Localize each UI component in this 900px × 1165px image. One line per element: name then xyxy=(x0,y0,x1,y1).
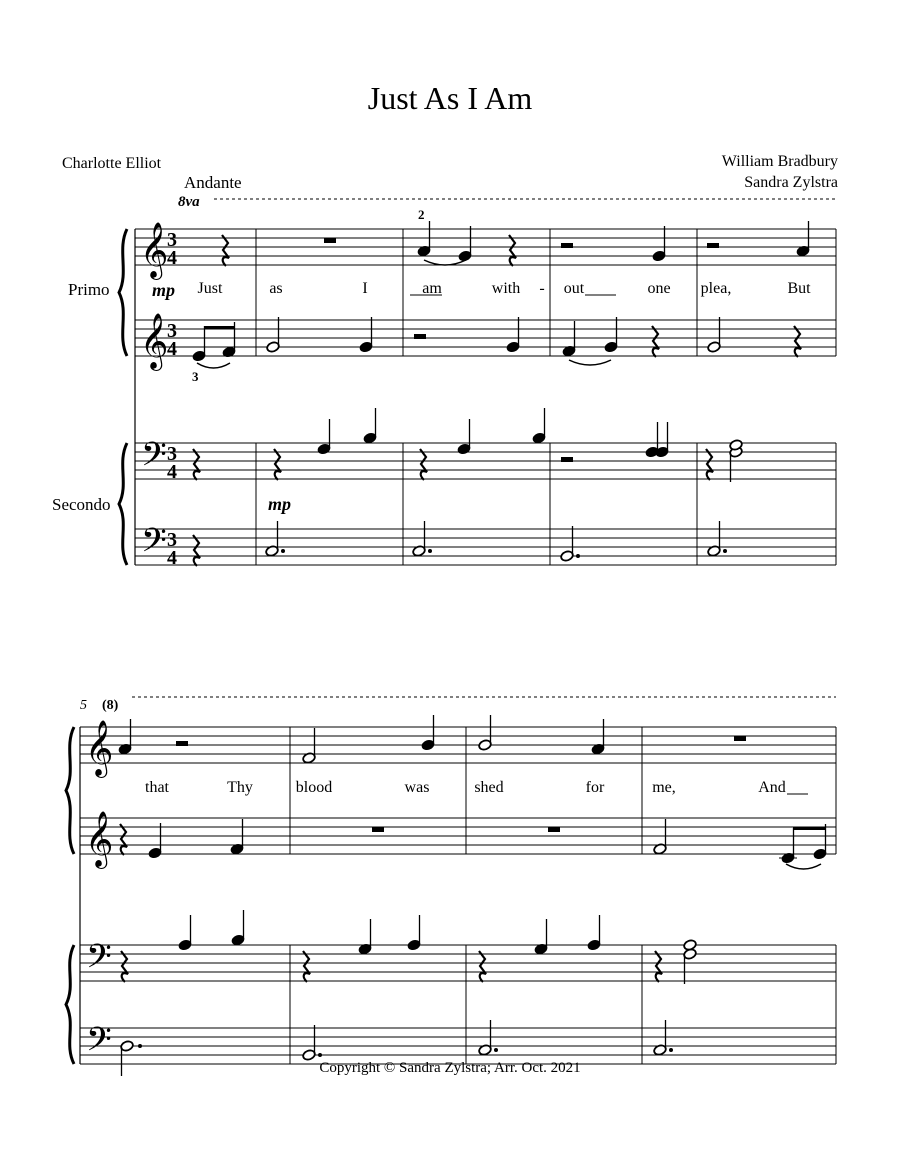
treble-clef: 𝄞 xyxy=(85,720,114,776)
whole-rest xyxy=(548,827,560,832)
copyright: Copyright © Sandra Zylstra; Arr. Oct. 2021 xyxy=(319,1060,581,1076)
half-rest xyxy=(707,243,719,248)
lyric-word: I xyxy=(362,280,368,297)
lyric-word: shed xyxy=(474,779,504,796)
quarter-rest xyxy=(652,326,659,357)
bass-clef: 𝄢 xyxy=(141,522,167,568)
half-rest xyxy=(414,334,426,339)
lyric-word: that xyxy=(145,779,169,796)
lyric-word: with xyxy=(491,280,521,297)
lyric-word: But xyxy=(787,280,811,297)
measure-number: 5 xyxy=(80,698,87,713)
slur xyxy=(786,864,821,869)
time-signature-top: 3 xyxy=(167,229,177,251)
note-dot xyxy=(494,1048,498,1052)
quarter-rest xyxy=(794,326,801,357)
time-signature-bottom: 4 xyxy=(167,338,177,360)
dynamic-mark: mp xyxy=(152,280,176,300)
quarter-rest xyxy=(420,449,427,480)
quarter-rest xyxy=(509,235,516,266)
slur xyxy=(197,363,230,368)
brace xyxy=(119,443,127,565)
ottava-mark: (8) xyxy=(102,698,119,713)
time-signature-top: 3 xyxy=(167,529,177,551)
half-rest xyxy=(176,741,188,746)
quarter-rest xyxy=(303,951,310,982)
quarter-rest xyxy=(222,235,229,266)
lyric-word: was xyxy=(404,779,430,796)
quarter-rest xyxy=(655,951,662,982)
note-dot xyxy=(669,1048,673,1052)
lyric-word: Just xyxy=(197,280,223,297)
whole-rest xyxy=(324,238,336,243)
primo-label: Primo xyxy=(68,280,110,299)
fingering: 2 xyxy=(418,207,425,222)
note-dot xyxy=(281,549,285,553)
time-signature-bottom: 4 xyxy=(167,247,177,269)
treble-clef: 𝄞 xyxy=(140,222,169,278)
lyric-word: am xyxy=(422,280,442,297)
composer: William Bradbury xyxy=(721,153,838,170)
half-rest xyxy=(561,457,573,462)
time-signature-bottom: 4 xyxy=(167,461,177,483)
whole-rest xyxy=(734,736,746,741)
page-title: Just As I Am xyxy=(367,80,533,116)
time-signature-bottom: 4 xyxy=(167,547,177,569)
quarter-rest xyxy=(274,449,281,480)
beam xyxy=(793,827,825,830)
lyric-word: me, xyxy=(652,779,676,796)
slur xyxy=(569,360,611,365)
lyric-word: Thy xyxy=(227,779,253,796)
lyric-word: - xyxy=(539,280,545,297)
lyric-word: out xyxy=(563,280,585,297)
lyric-word: one xyxy=(647,280,671,297)
arranger: Sandra Zylstra xyxy=(744,174,838,191)
half-note xyxy=(683,939,697,951)
bass-clef: 𝄢 xyxy=(86,1021,112,1067)
quarter-rest xyxy=(479,951,486,982)
quarter-rest xyxy=(193,535,200,566)
beam xyxy=(204,326,235,329)
slur xyxy=(424,260,466,265)
fingering: 3 xyxy=(192,369,199,384)
note-dot xyxy=(576,554,580,558)
note-dot xyxy=(723,549,727,553)
treble-clef: 𝄞 xyxy=(140,313,169,369)
dynamic-mark: mp xyxy=(268,494,292,514)
whole-rest xyxy=(372,827,384,832)
lyric-word: for xyxy=(585,779,605,796)
tempo-marking: Andante xyxy=(184,173,242,192)
brace xyxy=(66,945,74,1064)
lyric-word: blood xyxy=(295,779,333,796)
note-dot xyxy=(138,1044,142,1048)
note-dot xyxy=(318,1053,322,1057)
lyric-word: as xyxy=(269,280,283,297)
time-signature-top: 3 xyxy=(167,320,177,342)
bass-clef: 𝄢 xyxy=(141,436,167,482)
half-rest xyxy=(561,243,573,248)
time-signature-top: 3 xyxy=(167,443,177,465)
lyric-word: And xyxy=(758,779,786,796)
quarter-rest xyxy=(706,449,713,480)
treble-clef: 𝄞 xyxy=(85,811,114,867)
brace xyxy=(66,727,74,854)
note-dot xyxy=(428,549,432,553)
ottava-mark: 8va xyxy=(178,194,200,210)
bass-clef: 𝄢 xyxy=(86,938,112,984)
secondo-label: Secondo xyxy=(52,495,111,514)
quarter-rest xyxy=(193,449,200,480)
lyricist: Charlotte Elliot xyxy=(62,155,162,172)
quarter-rest xyxy=(121,951,128,982)
lyric-word: plea, xyxy=(700,280,732,297)
brace xyxy=(119,229,127,356)
quarter-rest xyxy=(120,824,127,855)
